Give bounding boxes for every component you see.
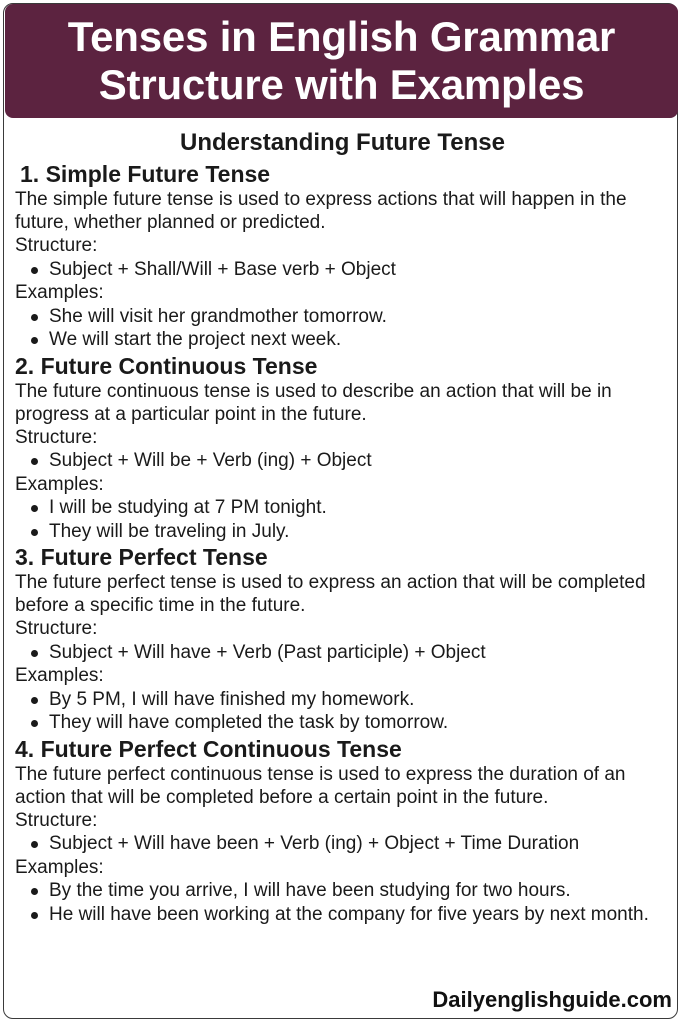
main-content <box>15 128 670 926</box>
structure-formula: Subject + Will be + Verb (ing) + Object <box>15 449 670 473</box>
structure-list <box>15 449 670 473</box>
example-item: We will start the project next week. <box>15 328 670 352</box>
example-item: They will have completed the task by tomorrow. <box>15 711 670 735</box>
examples-list <box>15 305 670 352</box>
structure-label: Structure: <box>15 426 98 448</box>
tense-section-simple-future <box>15 160 670 352</box>
section-heading: 4. Future Perfect Continuous Tense <box>15 735 402 762</box>
title-line-1: Tenses in English Grammar <box>67 13 616 60</box>
structure-label: Structure: <box>15 235 98 256</box>
structure-formula: Subject + Will have + Verb (Past participle) + Object <box>15 641 670 665</box>
section-subtitle: Understanding Future Tense <box>180 129 505 156</box>
structure-label: Structure: <box>15 618 98 639</box>
examples-label: Examples: <box>15 665 104 686</box>
section-heading: 3. Future Perfect Tense <box>15 544 268 570</box>
title-banner <box>5 4 678 118</box>
example-item: I will be studying at 7 PM tonight. <box>15 496 670 520</box>
title-line-2: Structure with Examples <box>98 61 585 108</box>
section-heading: 2. Future Continuous Tense <box>15 352 318 379</box>
section-description: The future continuous tense is used to describe an action that will be in progress at a particular point in the future. <box>15 380 612 425</box>
section-description: The simple future tense is used to express actions that will happen in the future, whether planned or predicted. <box>15 189 627 233</box>
section-heading: 1. Simple Future Tense <box>20 161 271 187</box>
structure-formula: Subject + Will have been + Verb (ing) + Object + Time Duration <box>15 832 670 856</box>
example-item: He will have been working at the company for five years by next month. <box>15 903 670 927</box>
structure-formula: Subject + Shall/Will + Base verb + Object <box>15 258 670 282</box>
section-description: The future perfect continuous tense is used to express the duration of an action that will be completed before a certain point in the future. <box>15 763 626 808</box>
example-item: By 5 PM, I will have finished my homework. <box>15 688 670 712</box>
site-watermark: Dailyenglishguide.com <box>432 987 672 1012</box>
examples-list <box>15 879 670 926</box>
section-description: The future perfect tense is used to express an action that will be completed before a specific time in the future. <box>15 572 646 616</box>
examples-label: Examples: <box>15 473 104 495</box>
tense-section-future-perfect-continuous <box>15 735 670 927</box>
tense-section-future-continuous <box>15 352 670 544</box>
examples-list <box>15 688 670 735</box>
examples-label: Examples: <box>15 856 104 878</box>
structure-list <box>15 258 670 282</box>
examples-list <box>15 496 670 543</box>
structure-list <box>15 641 670 665</box>
structure-label: Structure: <box>15 809 98 831</box>
example-item: By the time you arrive, I will have been studying for two hours. <box>15 879 670 903</box>
structure-list <box>15 832 670 856</box>
example-item: She will visit her grandmother tomorrow. <box>15 305 670 329</box>
tense-section-future-perfect <box>15 543 670 735</box>
example-item: They will be traveling in July. <box>15 520 670 544</box>
examples-label: Examples: <box>15 282 104 303</box>
